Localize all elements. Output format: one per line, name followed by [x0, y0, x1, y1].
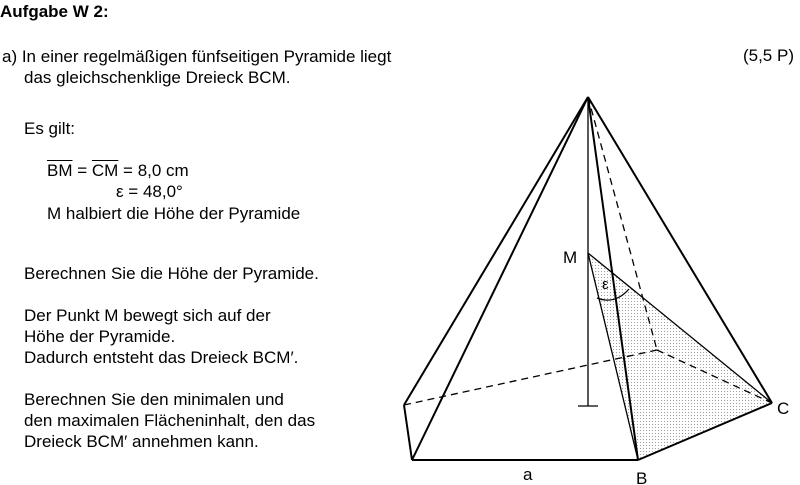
given-intro: Es gilt: — [24, 119, 76, 138]
question-area-line-1: Berechnen Sie den minimalen und — [24, 390, 284, 409]
label-b: B — [636, 469, 648, 485]
part-a-line-2: das gleichschenklige Dreieck BCM. — [24, 68, 291, 87]
question-area-line-2: den maximalen Flächeninhalt, den das — [24, 411, 316, 430]
part-a-line-1: a) In einer regelmäßigen fünfseitigen Pyramide liegt — [2, 47, 392, 66]
moving-point-line-2: Höhe der Pyramide. — [24, 327, 176, 346]
moving-point-line-3: Dadurch entsteht das Dreieck BCM′. — [24, 348, 299, 367]
segment-cm: $\overline{CM}$ — [91, 161, 119, 180]
question-area-line-3: Dreieck BCM′ annehmen kann. — [24, 432, 259, 451]
length-value: = 8,0 cm — [118, 161, 189, 180]
task-title: Aufgabe W 2: — [0, 2, 109, 21]
equals-sign: = — [72, 161, 92, 180]
edge-apex-left-back — [404, 97, 588, 405]
label-a: a — [523, 465, 533, 484]
edge-apex-left-front — [412, 97, 588, 460]
moving-point-line-1: Der Punkt M bewegt sich auf der — [24, 306, 271, 325]
base-edge-left — [404, 405, 412, 460]
question-height: Berechnen Sie die Höhe der Pyramide. — [24, 264, 319, 283]
label-c: C — [777, 399, 790, 418]
given-angle: ε = 48,0° — [116, 182, 183, 201]
segment-bm: $\overline{BM}$ — [47, 161, 73, 180]
given-m-statement: M halbiert die Höhe der Pyramide — [47, 204, 301, 223]
label-m: M — [563, 248, 578, 267]
points-label: (5,5 P) — [742, 46, 794, 65]
label-epsilon: ε — [602, 276, 609, 293]
